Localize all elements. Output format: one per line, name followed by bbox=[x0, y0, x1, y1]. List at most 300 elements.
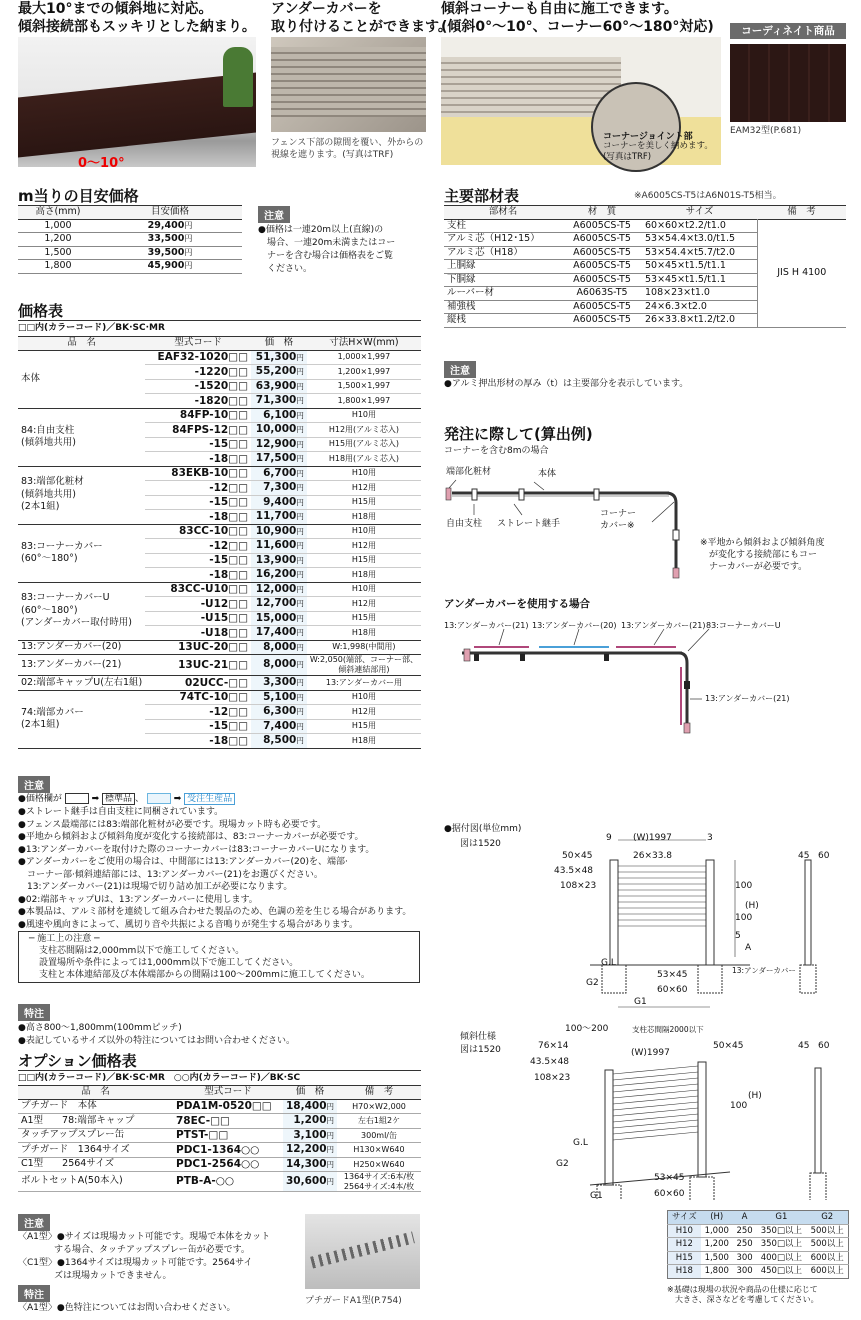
size-cell: H15 bbox=[668, 1251, 701, 1265]
lbl-free-post: 自由支柱 bbox=[446, 519, 483, 529]
photo-slope-fence bbox=[18, 37, 256, 171]
option-header-price: 価 格 bbox=[295, 1086, 325, 1097]
photo-undercover bbox=[271, 37, 426, 132]
price-value: 63,900円 bbox=[251, 379, 307, 394]
price-item-name: 74:端部カバー (2本1組) bbox=[18, 690, 145, 748]
install-sub: 図は1520 bbox=[460, 839, 501, 849]
materials-header-name: 部材名 bbox=[488, 206, 518, 217]
price-value: 6,700円 bbox=[251, 466, 307, 481]
price-value: 9,400円 bbox=[251, 495, 307, 510]
price-size: H12用 bbox=[351, 598, 377, 608]
price-model-code: 84FPS-12□□ bbox=[172, 423, 249, 436]
size-cell: 400□以上 bbox=[760, 1252, 802, 1263]
price-value: 11,700円 bbox=[251, 510, 307, 525]
price-model-code: -U18□□ bbox=[200, 626, 249, 639]
construction-note-box bbox=[18, 931, 420, 983]
price-value: 10,000円 bbox=[251, 423, 307, 438]
size-cell: 500以上 bbox=[810, 1225, 844, 1236]
price-size: H15用 bbox=[351, 613, 377, 623]
option-price: 18,400円 bbox=[283, 1099, 337, 1114]
install-w9: 9 bbox=[606, 833, 612, 843]
option-remark: H250×W640 bbox=[353, 1159, 405, 1169]
price-model-code: -15□□ bbox=[209, 438, 249, 450]
note3-line: 〈C1型〉●1364サイズは現場カット可能です。2564サイ bbox=[18, 1258, 253, 1268]
option-row bbox=[18, 1114, 421, 1129]
m-price-header-price: 目安価格 bbox=[150, 206, 189, 217]
size-header-3: G1 bbox=[775, 1212, 788, 1222]
option-price: 1,200円 bbox=[283, 1114, 337, 1129]
price-table-title: 価格表 bbox=[18, 302, 64, 320]
coordinate-badge: コーディネイト商品 bbox=[730, 23, 846, 39]
m-price-row bbox=[18, 219, 242, 233]
option-price: 30,600円 bbox=[283, 1172, 337, 1192]
size-cell: 600以上 bbox=[810, 1252, 844, 1263]
install-100b: 100 bbox=[735, 913, 753, 923]
price-model-code: -18□□ bbox=[209, 568, 249, 581]
price-value: 15,000円 bbox=[251, 611, 307, 626]
size-header-0: サイズ bbox=[671, 1212, 697, 1222]
note2-line: ●本製品は、アルミ部材を連続して組み合わせた製品のため、色調の差を生じる場合があります。 bbox=[18, 907, 412, 917]
m-price-value: 39,500円 bbox=[147, 246, 193, 258]
option-remark: H130×W640 bbox=[353, 1145, 405, 1154]
price-value: 6,100円 bbox=[251, 408, 307, 423]
price-row bbox=[18, 466, 421, 481]
price-row bbox=[18, 676, 421, 691]
price-row bbox=[18, 524, 421, 539]
undercover-diagram bbox=[444, 615, 854, 745]
price-value: 17,400円 bbox=[251, 626, 307, 641]
price-model-code: -U15□□ bbox=[200, 612, 249, 624]
option-remark: 左右1組2ケ bbox=[357, 1116, 401, 1125]
note3-line: ズは現場カットできません。 bbox=[18, 1271, 172, 1281]
price-model-code: -18□□ bbox=[209, 734, 249, 747]
install-pitch: 支柱芯間隔2000以下 bbox=[632, 1025, 704, 1034]
price-header-size: 寸法H×W(mm) bbox=[329, 337, 399, 348]
material-name: アルミ芯（H18） bbox=[447, 246, 523, 258]
price-size: H18用 bbox=[351, 627, 377, 637]
caption-slope: 最大10°までの傾斜地に対応。 傾斜接続部もスッキリとした納まり。 bbox=[18, 1, 256, 35]
price-header-code: 型式コード bbox=[174, 337, 222, 348]
material-name: 支柱 bbox=[447, 219, 467, 231]
option-row bbox=[18, 1143, 421, 1158]
size-header-4: G2 bbox=[821, 1212, 834, 1222]
note1-tag: 注意 bbox=[258, 206, 290, 223]
option-name: タッチアップスプレー缶 bbox=[21, 1129, 125, 1140]
option-header-name: 品 名 bbox=[81, 1086, 110, 1097]
option-name: C1型 2564サイズ bbox=[21, 1158, 115, 1169]
note3-lines bbox=[18, 1231, 270, 1283]
price-row bbox=[18, 350, 421, 365]
price-model-code: -18□□ bbox=[209, 452, 249, 465]
price-model-code: 13UC-20□□ bbox=[178, 641, 249, 653]
price-size: 13:アンダーカバー用 bbox=[325, 677, 402, 687]
price-size: H10用 bbox=[351, 584, 377, 594]
price-value: 8,000円 bbox=[251, 640, 307, 655]
corner-joint-note: コーナーを美しく納めます。 (写真はTRF) bbox=[603, 141, 713, 162]
note2-line: 13:アンダーカバー(21)は現場で切り詰め加工が必要になります。 bbox=[18, 882, 293, 892]
price-header-name: 品 名 bbox=[67, 337, 96, 348]
install-45: 45 bbox=[798, 851, 810, 861]
price-model-code: -15□□ bbox=[209, 496, 249, 508]
material-spec: A6063S-T5 bbox=[576, 287, 628, 298]
note3-tag: 注意 bbox=[18, 1214, 50, 1231]
price-value: 51,300円 bbox=[251, 350, 307, 365]
note2-tag: 注意 bbox=[18, 776, 50, 793]
option-name: プチガード 本体 bbox=[21, 1100, 97, 1111]
option-code: PDC1-2564○○ bbox=[176, 1158, 260, 1170]
material-jis: JIS H 4100 bbox=[757, 219, 846, 327]
size-cell: 450□以上 bbox=[760, 1266, 802, 1276]
price-row bbox=[18, 690, 421, 705]
option-name: A1型 78:端部キャップ bbox=[21, 1114, 135, 1126]
install-gl: G.L bbox=[601, 958, 616, 968]
install-5345: 53×45 bbox=[657, 970, 688, 980]
note2-lines bbox=[18, 806, 411, 931]
slope-6060: 60×60 bbox=[654, 1189, 685, 1199]
install-title: ●据付図(単位mm) bbox=[444, 824, 522, 834]
size-cell: 300 bbox=[736, 1266, 753, 1276]
price-row bbox=[18, 655, 421, 676]
option-header-code: 型式コード bbox=[204, 1086, 252, 1097]
m-price-table bbox=[18, 205, 242, 274]
price-size: H10用 bbox=[351, 692, 377, 702]
slope-h: (H) bbox=[748, 1091, 762, 1101]
option-table bbox=[18, 1085, 421, 1192]
size-cell: 1,200 bbox=[704, 1239, 729, 1249]
install-g1: G1 bbox=[634, 997, 647, 1007]
price-value: 8,500円 bbox=[251, 734, 307, 749]
lbl-end-material: 端部化粧材 bbox=[446, 467, 492, 477]
price-item-name: 83:コーナーカバー (60°〜180°) bbox=[18, 524, 145, 582]
caption-undercover: アンダーカバーを 取り付けることができます。 bbox=[271, 1, 452, 35]
size-row bbox=[668, 1224, 849, 1238]
option-color-note: □□内(カラーコード)／BK·SC·MR ○○内(カラーコード)／BK·SC bbox=[18, 1073, 301, 1083]
install-100a: 100 bbox=[735, 881, 753, 891]
install-10823: 108×23 bbox=[560, 881, 597, 891]
special-line: ●表記しているサイズ以外の特注についてはお問い合わせください。 bbox=[18, 1036, 295, 1046]
material-size: 53×45×t1.5/t1.1 bbox=[645, 273, 726, 285]
price-model-code: 83CC-10□□ bbox=[178, 525, 249, 537]
price-item-name: 83:コーナーカバーU (60°〜180°) (アンダーカバー取付時用) bbox=[18, 582, 145, 640]
material-size: 53×54.4×t3.0/t1.5 bbox=[645, 233, 736, 244]
m-price-height: 1,500 bbox=[44, 246, 72, 258]
note1-text: ●価格は一連20m以上(直線)の 場合、一連20m未満またはコー ナーを含む場合は価格表をご覧 ください。 bbox=[258, 225, 396, 274]
slope-10823: 108×23 bbox=[534, 1073, 571, 1083]
angle-label: 0〜10° bbox=[78, 156, 125, 171]
price-size: H18用 bbox=[351, 735, 377, 745]
materials-header-size: サイズ bbox=[685, 206, 714, 217]
material-size: 50×45×t1.5/t1.1 bbox=[645, 260, 726, 271]
slope-7614: 76×14 bbox=[538, 1041, 569, 1051]
price-table bbox=[18, 336, 421, 749]
material-spec: A6005CS-T5 bbox=[573, 314, 631, 325]
slope-drawing bbox=[560, 1040, 850, 1200]
construction-note-line: 支柱と本体連結部及び本体端部からの間隔は100〜200mmに施工してください。 bbox=[39, 970, 370, 980]
price-model-code: 83CC-U10□□ bbox=[170, 583, 249, 595]
price-item-name: 02:端部キャップU(左右1組) bbox=[18, 676, 145, 691]
note2-legend: ●価格欄が ➡ 標準品 、 ➡ 受注生産品 bbox=[18, 793, 235, 806]
material-size: 60×60×t2.2/t1.0 bbox=[645, 219, 726, 231]
price-value: 12,900円 bbox=[251, 437, 307, 452]
order-sub: コーナーを含む8mの場合 bbox=[444, 446, 549, 456]
material-spec: A6005CS-T5 bbox=[573, 233, 631, 244]
price-value: 16,200円 bbox=[251, 568, 307, 583]
price-size: W:1,998(中間用) bbox=[332, 642, 396, 652]
price-item-name: 13:アンダーカバー(20) bbox=[18, 640, 145, 655]
price-row bbox=[18, 582, 421, 597]
slope-w: (W)1997 bbox=[631, 1048, 670, 1058]
corner-joint-title: コーナージョイント部 bbox=[603, 132, 693, 142]
install-6060: 60×60 bbox=[657, 985, 688, 995]
option-name: ボルトセットA(50本入) bbox=[21, 1175, 123, 1187]
price-model-code: EAF32-1020□□ bbox=[157, 351, 249, 363]
price-model-code: -1220□□ bbox=[194, 365, 249, 378]
size-cell: 350□以上 bbox=[760, 1225, 802, 1236]
m-price-row bbox=[18, 233, 242, 247]
price-model-code: 83EKB-10□□ bbox=[171, 467, 249, 479]
caption-corner: 傾斜コーナーも自由に施工できます。 (傾斜0°〜10°、コーナー60°〜180°対応) bbox=[441, 1, 714, 35]
slope-g1: G1 bbox=[590, 1191, 603, 1201]
price-value: 6,300円 bbox=[251, 705, 307, 720]
note2-line: ●アンダーカバーをご使用の場合は、中間部には13:アンダーカバー(20)を、端部· bbox=[18, 857, 348, 867]
lbl-straight-joint: ストレート継手 bbox=[497, 519, 561, 529]
install-4354: 43.5×48 bbox=[554, 866, 594, 876]
price-header-price: 価 格 bbox=[264, 337, 294, 348]
material-name: 縦桟 bbox=[447, 314, 467, 325]
m-price-value: 33,500円 bbox=[147, 233, 193, 244]
note2-line: ●ストレート継手は自由支柱に同梱されています。 bbox=[18, 807, 224, 817]
install-100-200: 100〜200 bbox=[565, 1024, 609, 1034]
price-model-code: -15□□ bbox=[209, 720, 249, 732]
uc-label-4: 83:コーナーカバーU bbox=[706, 621, 781, 630]
materials-note-text: ●アルミ押出形材の厚み（t）は主要部分を表示しています。 bbox=[444, 379, 689, 389]
price-value: 7,400円 bbox=[251, 719, 307, 734]
note2-line: ●風速や風向きによって、風切り音や共振による音鳴りが発生する場合があります。 bbox=[18, 919, 358, 930]
m-price-row bbox=[18, 246, 242, 260]
price-model-code: -1520□□ bbox=[194, 380, 249, 392]
price-model-code: -12□□ bbox=[209, 705, 249, 718]
size-cell: 1,800 bbox=[704, 1266, 729, 1276]
size-cell: 250 bbox=[736, 1239, 753, 1249]
price-value: 12,700円 bbox=[251, 597, 307, 612]
option-row bbox=[18, 1128, 421, 1143]
order-title: 発注に際して(算出例) bbox=[444, 425, 593, 443]
install-5: 5 bbox=[735, 931, 741, 941]
price-size: H18用 bbox=[351, 569, 377, 579]
price-size: 1,500×1,997 bbox=[337, 381, 391, 391]
install-g2: G2 bbox=[586, 978, 599, 988]
material-name: ルーバー材 bbox=[447, 287, 495, 298]
option-remark: 300ml/缶 bbox=[361, 1130, 397, 1140]
undercover-note: フェンス下部の隙間を覆い、外からの 視線を遮ります。(写真はTRF) bbox=[271, 138, 424, 160]
size-cell: 350□以上 bbox=[760, 1239, 802, 1249]
m-price-value: 29,400円 bbox=[147, 219, 193, 231]
option-price: 14,300円 bbox=[283, 1157, 337, 1172]
price-model-code: -15□□ bbox=[209, 554, 249, 566]
size-cell: H12 bbox=[668, 1238, 701, 1252]
note2-line: ●02:端部キャップUは、13:アンダーカバーに使用します。 bbox=[18, 894, 258, 905]
price-value: 13,900円 bbox=[251, 553, 307, 568]
option-price: 3,100円 bbox=[283, 1128, 337, 1143]
size-cell: 600以上 bbox=[810, 1266, 844, 1276]
material-size: 26×33.8×t1.2/t2.0 bbox=[645, 314, 736, 325]
material-name: 下胴縁 bbox=[447, 273, 476, 285]
price-size: 1,200×1,997 bbox=[337, 366, 391, 376]
price-size: H15用 bbox=[351, 555, 377, 565]
note2-line: ●13:アンダーカバーを取付けた際のコーナーカバーは83:コーナーカバーUになります。 bbox=[18, 844, 375, 855]
option-remark: H70×W2,000 bbox=[352, 1101, 406, 1111]
coordinate-caption: EAM32型(P.681) bbox=[730, 126, 802, 136]
price-row bbox=[18, 408, 421, 423]
material-name: アルミ芯（H12･15） bbox=[447, 233, 540, 244]
note2-line: ●フェンス最端部には83:端部化粧材が必要です。現場カット時も必要です。 bbox=[18, 819, 327, 830]
size-cell: H18 bbox=[668, 1265, 701, 1279]
price-value: 5,100円 bbox=[251, 690, 307, 705]
install-60: 60 bbox=[818, 851, 830, 861]
slope-45: 45 bbox=[798, 1041, 810, 1051]
slope-60: 60 bbox=[818, 1041, 830, 1051]
construction-note-line: 支柱芯間隔は2,000mm以下で施工してください。 bbox=[39, 946, 245, 956]
price-value: 12,000円 bbox=[251, 582, 307, 597]
m-price-height: 1,800 bbox=[44, 260, 72, 271]
option-code: PTST-□□ bbox=[176, 1129, 229, 1141]
construction-note-title: ─ 施工上の注意 ─ bbox=[29, 934, 100, 944]
note2-line: ●平地から傾斜および傾斜角度が変化する接続部は、83:コーナーカバーが必要です。 bbox=[18, 832, 364, 842]
uc-label-5: 13:アンダーカバー(21) bbox=[705, 694, 790, 703]
uc-label-2: 13:アンダーカバー(20) bbox=[532, 621, 617, 630]
option-header-remark: 備 考 bbox=[364, 1086, 394, 1097]
note3-line: 〈A1型〉●サイズは現場カット可能です。現場で本体をカット bbox=[18, 1232, 271, 1242]
option-remark: 1364サイズ:6本/枚 2564サイズ:4本/枚 bbox=[343, 1172, 415, 1191]
price-size: H10用 bbox=[351, 410, 377, 420]
materials-note-tag: 注意 bbox=[444, 361, 476, 378]
option-name: プチガード 1364サイズ bbox=[21, 1143, 130, 1155]
material-name: 上胴縁 bbox=[447, 260, 476, 271]
price-value: 10,900円 bbox=[251, 524, 307, 539]
price-size: H12用(アルミ芯入) bbox=[328, 424, 399, 434]
m-price-height: 1,000 bbox=[44, 219, 72, 231]
size-table bbox=[667, 1210, 849, 1279]
special-tag: 特注 bbox=[18, 1004, 50, 1021]
size-row bbox=[668, 1251, 849, 1265]
price-value: 71,300円 bbox=[251, 394, 307, 409]
option-row bbox=[18, 1157, 421, 1172]
price-size: H15用(アルミ芯入) bbox=[328, 439, 399, 449]
uc-label-3: 13:アンダーカバー(21) bbox=[621, 621, 706, 630]
size-note: ※基礎は現場の状況や商品の仕様に応じて 大きさ、深さなどを考慮してください。 bbox=[667, 1285, 819, 1304]
price-size: H12用 bbox=[351, 540, 377, 550]
slope-title: 傾斜仕様 bbox=[460, 1032, 497, 1042]
photo-petit-guard bbox=[305, 1214, 420, 1289]
uc-title: アンダーカバーを使用する場合 bbox=[444, 598, 590, 610]
price-color-note: □□内(カラーコード)／BK·SC·MR bbox=[18, 323, 165, 333]
material-spec: A6005CS-T5 bbox=[573, 260, 631, 271]
option-row bbox=[18, 1172, 421, 1192]
slope-5045: 50×45 bbox=[713, 1041, 744, 1051]
option-title: オプション価格表 bbox=[18, 1052, 137, 1070]
special-lines bbox=[18, 1022, 295, 1048]
material-size: 53×54.4×t5.7/t2.0 bbox=[645, 246, 736, 258]
m-price-value: 45,900円 bbox=[147, 260, 193, 271]
construction-note-line: 設置場所や条件によっては1,000mm以下で施工してください。 bbox=[39, 958, 299, 968]
install-uc: 13:アンダーカバー bbox=[732, 966, 796, 975]
price-model-code: 02UCC-□□ bbox=[185, 676, 249, 689]
size-cell: 1,500 bbox=[704, 1252, 729, 1263]
materials-note: ※A6005CS-T5はA6N01S-T5相当。 bbox=[634, 191, 782, 201]
materials-header-remark: 備 考 bbox=[787, 206, 816, 217]
install-338: 26×33.8 bbox=[633, 851, 673, 861]
material-size: 108×23×t1.0 bbox=[645, 287, 710, 298]
size-cell: 250 bbox=[736, 1225, 753, 1236]
lbl-body: 本体 bbox=[538, 469, 557, 479]
option-code: PTB-A-○○ bbox=[176, 1175, 235, 1188]
special2-tag: 特注 bbox=[18, 1285, 50, 1302]
slope-5345: 53×45 bbox=[654, 1173, 685, 1183]
price-item-name: 13:アンダーカバー(21) bbox=[18, 655, 145, 676]
m-price-header-height: 高さ(mm) bbox=[35, 206, 81, 217]
price-size: H18用(アルミ芯入) bbox=[328, 453, 399, 463]
special-line: ●高さ800〜1,800mm(100mmピッチ) bbox=[18, 1023, 182, 1033]
price-item-name: 83:端部化粧材 (傾斜地共用) (2本1組) bbox=[18, 466, 145, 524]
install-w: (W)1997 bbox=[633, 833, 672, 843]
size-row bbox=[668, 1238, 849, 1252]
slope-sub: 図は1520 bbox=[460, 1045, 501, 1055]
option-code: PDC1-1364○○ bbox=[176, 1143, 260, 1156]
option-price: 12,200円 bbox=[283, 1143, 337, 1158]
price-model-code: 74TC-10□□ bbox=[179, 691, 249, 703]
m-price-title: m当りの目安価格 bbox=[18, 187, 139, 205]
install-5045: 50×45 bbox=[562, 851, 593, 861]
photo-corner bbox=[441, 37, 721, 165]
lbl-corner-cover: コーナー カバー※ bbox=[600, 509, 637, 531]
install-h: (H) bbox=[745, 901, 759, 911]
slope-gl: G.L bbox=[573, 1138, 588, 1148]
size-header-2: A bbox=[741, 1212, 748, 1222]
special2-line: 〈A1型〉●色特注についてはお問い合わせください。 bbox=[18, 1303, 236, 1313]
price-size: 1,800×1,997 bbox=[337, 395, 391, 405]
price-size: W:2,050(端部、コーナー部、 傾斜連結部用) bbox=[309, 655, 418, 674]
price-value: 17,500円 bbox=[251, 452, 307, 467]
material-name: 補強桟 bbox=[447, 300, 476, 312]
price-value: 55,200円 bbox=[251, 365, 307, 380]
price-size: H10用 bbox=[351, 468, 377, 478]
price-value: 7,300円 bbox=[251, 481, 307, 496]
material-size: 24×6.3×t2.0 bbox=[645, 300, 707, 312]
price-model-code: -12□□ bbox=[209, 539, 249, 552]
option-row bbox=[18, 1099, 421, 1114]
price-model-code: 13UC-21□□ bbox=[178, 658, 249, 671]
price-model-code: -18□□ bbox=[209, 510, 249, 523]
price-size: H15用 bbox=[351, 497, 377, 507]
price-row bbox=[18, 640, 421, 655]
price-value: 3,300円 bbox=[251, 676, 307, 691]
photo-coordinate bbox=[730, 44, 846, 122]
install-a: A bbox=[745, 943, 752, 953]
price-size: H18用 bbox=[351, 511, 377, 521]
price-size: 1,000×1,997 bbox=[337, 352, 391, 362]
slope-4354: 43.5×48 bbox=[530, 1057, 570, 1067]
price-size: H12用 bbox=[351, 482, 377, 492]
price-size: H12用 bbox=[351, 706, 377, 716]
materials-table bbox=[444, 205, 846, 328]
material-spec: A6005CS-T5 bbox=[573, 219, 631, 231]
price-size: H15用 bbox=[351, 721, 377, 731]
price-model-code: 84FP-10□□ bbox=[179, 409, 249, 421]
price-model-code: -U12□□ bbox=[200, 597, 249, 610]
material-spec: A6005CS-T5 bbox=[573, 273, 631, 285]
note2-line: コーナー部·傾斜連結部には、13:アンダーカバー(21)をお選びください。 bbox=[18, 869, 323, 880]
option-code: 78EC-□□ bbox=[176, 1114, 230, 1127]
